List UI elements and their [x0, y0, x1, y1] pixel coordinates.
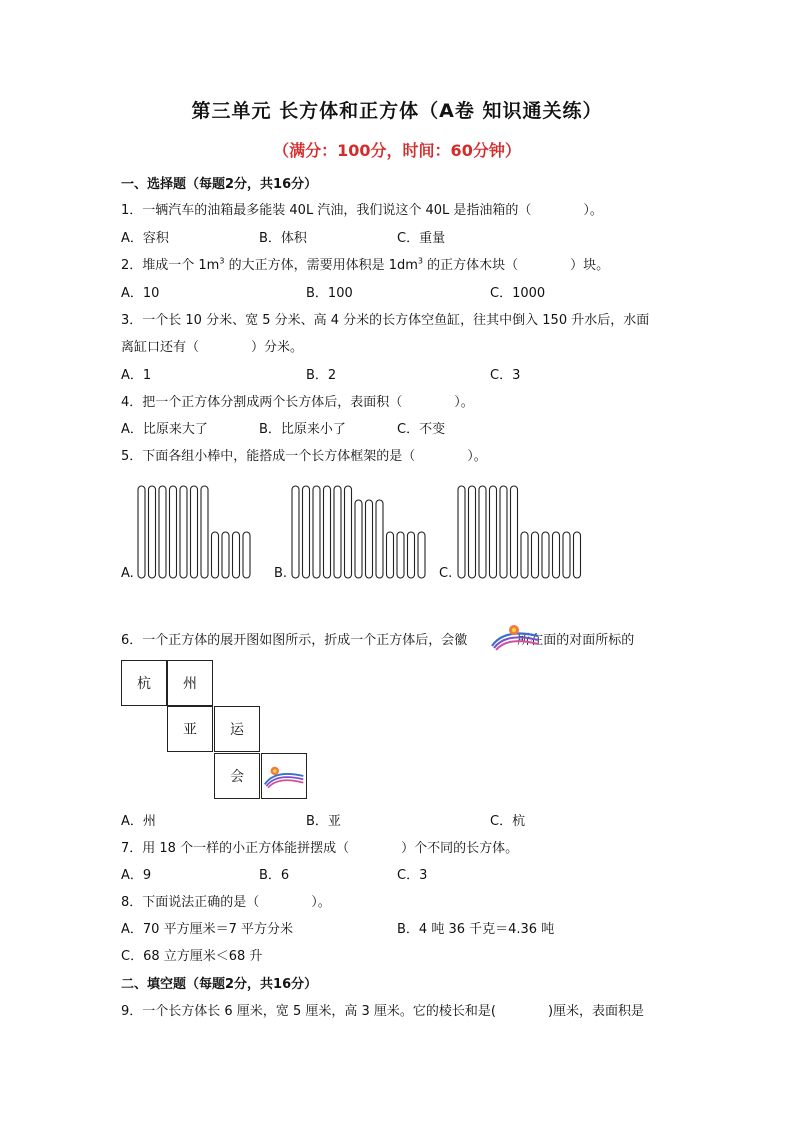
- section-fill-heading: 二、填空题（每题2分，共16分）: [121, 977, 318, 992]
- q8-option-c: C．68 立方厘米＜68 升: [121, 949, 263, 964]
- q7-option-a: A．9: [121, 868, 152, 883]
- group-c-short-stick: [563, 532, 570, 578]
- net-face-zhou: 州: [167, 660, 213, 706]
- question-3-line-2: 离缸口还有（ ）分米。: [121, 340, 304, 355]
- question-1: 1．一辆汽车的油箱最多能装 40L 汽油，我们说这个 40L 是指油箱的（ ）。: [121, 203, 603, 218]
- group-b-mid-stick: [366, 500, 373, 578]
- group-a-tall-stick: [191, 486, 198, 578]
- group-b-tall-stick: [334, 486, 341, 578]
- question-7: 7．用 18 个一样的小正方体能拼摆成（ ）个不同的长方体。: [121, 841, 519, 856]
- group-b-tall-stick: [313, 486, 320, 578]
- group-b-mid-stick: [355, 500, 362, 578]
- q5-option-a: A.: [121, 566, 134, 581]
- group-a-tall-stick: [159, 486, 166, 578]
- net-face-logo: [261, 753, 307, 799]
- group-a-tall-stick: [170, 486, 177, 578]
- group-b-short-stick: [418, 532, 425, 578]
- group-a-short-stick: [233, 532, 240, 578]
- group-c-tall-stick: [490, 486, 497, 578]
- group-b-tall-stick: [345, 486, 352, 578]
- group-b-tall-stick: [324, 486, 331, 578]
- group-a-tall-stick: [201, 486, 208, 578]
- group-a-tall-stick: [149, 486, 156, 578]
- asian-games-logo-icon: [490, 622, 540, 650]
- group-c-tall-stick: [500, 486, 507, 578]
- q6-option-c: C．杭: [490, 814, 526, 829]
- net-face-ya: 亚: [167, 706, 213, 752]
- net-face-hui: 会: [214, 753, 260, 799]
- question-5: 5．下面各组小棒中，能搭成一个长方体框架的是（ ）。: [121, 449, 487, 464]
- q7-option-c: C．3: [397, 868, 428, 883]
- group-a-short-stick: [222, 532, 229, 578]
- q7-option-b: B．6: [259, 868, 290, 883]
- net-face-hang: 杭: [121, 660, 167, 706]
- q2-option-c: C．1000: [490, 286, 546, 301]
- group-c-short-stick: [542, 532, 549, 578]
- question-3-line-1: 3．一个长 10 分米、宽 5 分米、高 4 分米的长方体空鱼缸，往其中倒入 150 升水后，水面: [121, 313, 650, 328]
- group-c-tall-stick: [469, 486, 476, 578]
- q8-option-a: A．70 平方厘米＝7 平方分米: [121, 922, 293, 937]
- group-c-tall-stick: [511, 486, 518, 578]
- q6-option-b: B．亚: [306, 814, 341, 829]
- q1-option-a: A．容积: [121, 231, 169, 246]
- page-title: 第三单元 长方体和正方体（A卷 知识通关练）: [191, 100, 603, 122]
- q2-option-b: B．100: [306, 286, 353, 301]
- section-choice-heading: 一、选择题（每题2分，共16分）: [121, 177, 318, 192]
- group-a-short-stick: [243, 532, 250, 578]
- group-c-short-stick: [574, 532, 581, 578]
- group-c-tall-stick: [479, 486, 486, 578]
- q4-option-b: B．比原来小了: [259, 422, 346, 437]
- q3-option-a: A．1: [121, 368, 152, 383]
- group-b-tall-stick: [292, 486, 299, 578]
- q1-option-c: C．重量: [397, 231, 446, 246]
- exam-info: （满分：100分，时间：60分钟）: [273, 141, 521, 160]
- group-c-short-stick: [521, 532, 528, 578]
- group-b-mid-stick: [376, 500, 383, 578]
- q2-option-a: A．10: [121, 286, 160, 301]
- q4-option-a: A．比原来大了: [121, 422, 208, 437]
- group-c-tall-stick: [458, 486, 465, 578]
- group-b-short-stick: [408, 532, 415, 578]
- group-b-tall-stick: [303, 486, 310, 578]
- q1-option-b: B．体积: [259, 231, 307, 246]
- group-c-short-stick: [553, 532, 560, 578]
- q5-option-c: C.: [439, 566, 453, 581]
- group-b-short-stick: [397, 532, 404, 578]
- q6-option-a: A．州: [121, 814, 156, 829]
- question-2: 2．堆成一个 $1m^3$ 的大正方体，需要用体积是 $1dm^3$ 的正方体木块（ ）块。: [121, 256, 610, 273]
- question-9: 9．一个长方体长 6 厘米，宽 5 厘米，高 3 厘米。它的棱长和是( )厘米，表面积是: [121, 1004, 645, 1019]
- question-6-line-1: 6．一个正方体的展开图如图所示，折成一个正方体后，会徽 所在面的对面所标的: [121, 633, 635, 648]
- group-a-short-stick: [212, 532, 219, 578]
- question-8: 8．下面说法正确的是（ ）。: [121, 895, 331, 910]
- asian-games-logo-icon: [263, 761, 305, 791]
- q3-option-c: C．3: [490, 368, 521, 383]
- group-a-tall-stick: [138, 486, 145, 578]
- group-c-short-stick: [532, 532, 539, 578]
- net-face-yun: 运: [214, 706, 260, 752]
- group-a-tall-stick: [180, 486, 187, 578]
- q8-option-b: B．4 吨 36 千克＝4.36 吨: [397, 922, 555, 937]
- question-4: 4．把一个正方体分割成两个长方体后，表面积（ ）。: [121, 395, 474, 410]
- q5-option-b: B.: [274, 566, 288, 581]
- q3-option-b: B．2: [306, 368, 337, 383]
- group-b-short-stick: [387, 532, 394, 578]
- q4-option-c: C．不变: [397, 422, 446, 437]
